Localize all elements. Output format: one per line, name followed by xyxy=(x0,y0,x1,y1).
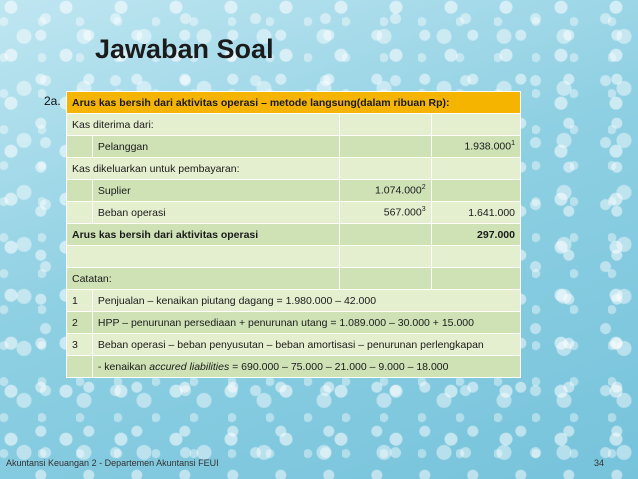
note-number: 1 xyxy=(67,290,93,312)
pelanggan-label: Pelanggan xyxy=(92,136,339,158)
table-header-row xyxy=(67,92,521,114)
note-text: Penjualan – kenaikan piutang dagang = 1.980.000 – 42.000 xyxy=(92,290,520,312)
note-row xyxy=(67,356,521,378)
note-row xyxy=(67,290,521,312)
catatan-label: Catatan: xyxy=(67,268,340,290)
note-row xyxy=(67,334,521,356)
kas-diterima-label: Kas diterima dari: xyxy=(67,114,340,136)
table-row xyxy=(67,114,521,136)
note-text: - kenaikan accured liabilities = 690.000 – 75.000 – 21.000 – 9.000 – 18.000 xyxy=(92,356,520,378)
note-row xyxy=(67,312,521,334)
suplier-value: 1.074.000$^2$ xyxy=(340,180,432,202)
table-row xyxy=(67,246,521,268)
note-text: HPP – penurunan persediaan + penurunan utang = 1.089.000 – 30.000 + 15.000 xyxy=(92,312,520,334)
table-header: Arus kas bersih dari aktivitas operasi – metode langsung(dalam ribuan Rp): xyxy=(67,92,521,114)
note-text: Beban operasi – beban penyusutan – beban amortisasi – penurunan perlengkapan xyxy=(92,334,520,356)
table-row xyxy=(67,224,521,246)
question-label: 2a. xyxy=(44,94,61,108)
slide-title: Jawaban Soal xyxy=(95,34,274,64)
table-row xyxy=(67,268,521,290)
table-row xyxy=(67,136,521,158)
beban-operasi-label: Beban operasi xyxy=(92,202,339,224)
kas-keluar-total: 1.641.000 xyxy=(431,202,520,224)
footer-text: Akuntansi Keuangan 2 - Departemen Akuntansi FEUI xyxy=(6,458,219,468)
net-cash-label: Arus kas bersih dari aktivitas operasi xyxy=(67,224,340,246)
page-number: 34 xyxy=(594,458,605,468)
suplier-label: Suplier xyxy=(92,180,339,202)
cash-flow-table xyxy=(66,91,521,378)
table-row xyxy=(67,202,521,224)
table-row xyxy=(67,158,521,180)
note-number: 3 xyxy=(67,334,93,356)
note-number: 2 xyxy=(67,312,93,334)
beban-operasi-value: 567.000$^3$ xyxy=(340,202,432,224)
table-row xyxy=(67,180,521,202)
net-cash-value: 297.000 xyxy=(431,224,520,246)
pelanggan-total: 1.938.000$^1$ xyxy=(431,136,520,158)
kas-dikeluarkan-label: Kas dikeluarkan untuk pembayaran: xyxy=(67,158,340,180)
